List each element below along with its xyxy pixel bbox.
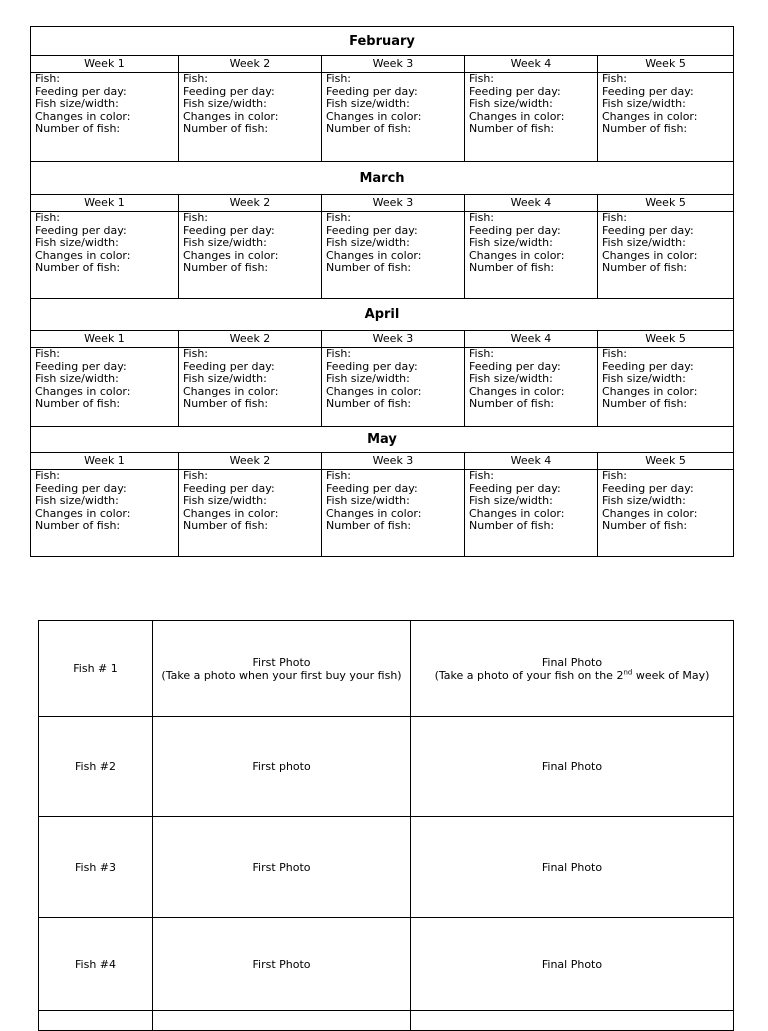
week-entry-cell[interactable] [179, 212, 322, 299]
entry-field-label: Fish: [183, 211, 208, 224]
entry-field-label: Number of fish: [183, 122, 269, 135]
entry-field-label: Feeding per day: [35, 84, 127, 98]
week-label: Week 4 [465, 331, 598, 348]
week-label: Week 2 [179, 195, 322, 212]
week-entry-cell[interactable] [31, 470, 179, 557]
entry-field-label: Feeding per day: [183, 84, 275, 98]
empty-cell [39, 1011, 153, 1031]
entry-field-label: Number of fish: [183, 519, 269, 532]
week-label: Week 4 [465, 195, 598, 212]
entry-field-label: Feeding per day: [35, 223, 127, 237]
fish-photo-table [38, 620, 734, 1031]
entry-field-label: Fish: [326, 347, 351, 360]
ordinal-suffix: nd [623, 667, 633, 676]
entry-field-label: Feeding per day: [602, 359, 694, 373]
final-photo-cell[interactable] [411, 621, 734, 717]
week-entry-cell[interactable] [598, 212, 734, 299]
entry-field-label: Number of fish: [602, 261, 688, 274]
entry-field-label: Fish size/width: [183, 494, 267, 507]
week-entry-row [31, 212, 734, 299]
entry-field-label: Number of fish: [469, 122, 555, 135]
week-header-row [31, 331, 734, 348]
week-entry-cell[interactable] [31, 212, 179, 299]
entry-field-label: Number of fish: [35, 519, 121, 532]
week-label: Week 2 [179, 56, 322, 73]
entry-field-label: Feeding per day: [326, 84, 418, 98]
week-label: Week 4 [465, 56, 598, 73]
week-entry-cell[interactable] [465, 470, 598, 557]
entry-field-label: Feeding per day: [326, 359, 418, 373]
entry-field-label: Changes in color: [602, 506, 698, 520]
entry-field-label: Fish: [183, 72, 208, 85]
week-label: Week 5 [598, 195, 734, 212]
entry-field-label: Number of fish: [469, 519, 555, 532]
first-photo-cell[interactable] [153, 717, 411, 817]
entry-field-label: Feeding per day: [602, 223, 694, 237]
entry-field-label: Changes in color: [326, 384, 422, 398]
entry-field-label: Fish: [326, 469, 351, 482]
entry-field-label: Changes in color: [602, 384, 698, 398]
entry-field-label: Number of fish: [326, 122, 412, 135]
week-label: Week 1 [31, 453, 179, 470]
week-entry-row [31, 470, 734, 557]
entry-field-label: Fish size/width: [35, 372, 119, 385]
entry-field-label: Fish size/width: [326, 236, 410, 249]
entry-field-label: Fish: [183, 347, 208, 360]
week-label: Week 2 [179, 453, 322, 470]
entry-field-label: Number of fish: [602, 122, 688, 135]
entry-field-label: Changes in color: [469, 109, 565, 123]
entry-field-label: Fish size/width: [183, 97, 267, 110]
week-entry-cell[interactable] [322, 212, 465, 299]
empty-cell [411, 1011, 734, 1031]
entry-field-label: Fish: [602, 347, 627, 360]
empty-cell [153, 1011, 411, 1031]
entry-field-label: Feeding per day: [326, 481, 418, 495]
week-label: Week 3 [322, 453, 465, 470]
entry-field-label: Changes in color: [183, 384, 279, 398]
entry-field-label: Number of fish: [326, 397, 412, 410]
final-photo-label: Final Photo [541, 760, 603, 773]
final-photo-label: Final Photo [541, 860, 603, 874]
entry-field-label: Changes in color: [183, 506, 279, 520]
month-header-row [31, 162, 734, 195]
entry-field-label: Fish: [602, 211, 627, 224]
week-entry-cell[interactable] [31, 348, 179, 427]
instruction-text: week of May) [632, 668, 710, 682]
entry-field-label: Feeding per day: [602, 481, 694, 495]
entry-field-label: Feeding per day: [183, 359, 275, 373]
entry-field-label: Fish size/width: [35, 494, 119, 507]
entry-field-label: Fish size/width: [469, 494, 553, 507]
entry-field-label: Changes in color: [602, 109, 698, 123]
entry-field-label: Changes in color: [469, 248, 565, 262]
entry-field-label: Feeding per day: [183, 223, 275, 237]
week-label: Week 3 [322, 56, 465, 73]
entry-field-label: Fish size/width: [602, 372, 686, 385]
entry-field-label: Feeding per day: [602, 84, 694, 98]
entry-field-label: Changes in color: [35, 109, 131, 123]
week-label: Week 4 [465, 453, 598, 470]
week-label: Week 2 [179, 331, 322, 348]
entry-field-label: Feeding per day: [469, 481, 561, 495]
entry-field-label: Fish size/width: [326, 494, 410, 507]
fish-photo-row [39, 918, 734, 1011]
entry-field-label: Fish size/width: [469, 372, 553, 385]
week-label: Week 1 [31, 195, 179, 212]
entry-field-label: Feeding per day: [183, 481, 275, 495]
entry-field-label: Number of fish: [469, 261, 555, 274]
week-label: Week 1 [31, 331, 179, 348]
week-entry-cell[interactable] [179, 470, 322, 557]
final-photo-cell[interactable] [411, 717, 734, 817]
final-photo-instruction [411, 669, 733, 682]
entry-field-label: Fish size/width: [35, 236, 119, 249]
entry-field-label: Changes in color: [469, 384, 565, 398]
entry-field-label: Fish size/width: [602, 236, 686, 249]
entry-field-label: Fish: [35, 72, 60, 85]
week-entry-cell[interactable] [465, 212, 598, 299]
month-header-row [31, 27, 734, 56]
entry-field-label: Fish size/width: [183, 372, 267, 385]
entry-field-label: Changes in color: [602, 248, 698, 262]
first-photo-cell[interactable] [153, 621, 411, 717]
week-entry-cell[interactable] [465, 348, 598, 427]
week-label: Week 1 [31, 56, 179, 73]
entry-field-label: Number of fish: [183, 397, 269, 410]
week-entry-cell[interactable] [598, 73, 734, 162]
entry-field-label: Feeding per day: [469, 223, 561, 237]
month-header-row [31, 299, 734, 331]
entry-field-label: Fish: [602, 469, 627, 482]
entry-field-label: Number of fish: [35, 122, 121, 135]
entry-field-label: Fish size/width: [602, 494, 686, 507]
entry-field-label: Number of fish: [602, 519, 688, 532]
entry-field-label: Fish size/width: [469, 236, 553, 249]
fish-label: Fish #2 [39, 717, 153, 817]
entry-field-label: Fish: [469, 211, 494, 224]
week-entry-cell[interactable] [465, 73, 598, 162]
fish-label: Fish #4 [39, 918, 153, 1011]
entry-field-label: Fish: [326, 211, 351, 224]
entry-field-label: Fish: [35, 469, 60, 482]
first-photo-label: First Photo [252, 655, 311, 669]
week-entry-cell[interactable] [322, 348, 465, 427]
entry-field-label: Feeding per day: [35, 481, 127, 495]
month-title: May [31, 427, 734, 453]
entry-field-label: Changes in color: [35, 506, 131, 520]
entry-field-label: Changes in color: [35, 384, 131, 398]
fish-photo-row [39, 717, 734, 817]
entry-field-label: Fish size/width: [326, 372, 410, 385]
entry-field-label: Number of fish: [326, 261, 412, 274]
first-photo-label: First Photo [252, 957, 311, 971]
week-label: Week 5 [598, 453, 734, 470]
entry-field-label: Fish: [183, 469, 208, 482]
month-title: March [31, 162, 734, 195]
fish-label: Fish #3 [39, 817, 153, 918]
month-header-row [31, 427, 734, 453]
fish-log-table [30, 26, 734, 557]
entry-field-label: Number of fish: [469, 397, 555, 410]
month-title: April [31, 299, 734, 331]
entry-field-label: Fish: [35, 211, 60, 224]
entry-field-label: Fish: [35, 347, 60, 360]
first-photo-instruction: (Take a photo when your first buy your fish) [161, 668, 402, 682]
week-label: Week 5 [598, 331, 734, 348]
entry-field-label: Fish size/width: [183, 236, 267, 249]
entry-field-label: Number of fish: [183, 261, 269, 274]
first-photo-label: First Photo [252, 860, 311, 874]
final-photo-label: Final Photo [541, 655, 603, 669]
first-photo-cell[interactable] [153, 817, 411, 918]
entry-field-label: Fish size/width: [326, 97, 410, 110]
week-header-row [31, 453, 734, 470]
entry-field-label: Fish: [602, 72, 627, 85]
entry-field-label: Number of fish: [602, 397, 688, 410]
week-entry-cell[interactable] [31, 73, 179, 162]
final-photo-label: Final Photo [541, 957, 603, 971]
week-label: Week 3 [322, 331, 465, 348]
fish-photo-body [39, 621, 734, 1031]
entry-field-label: Fish: [469, 469, 494, 482]
first-photo-cell[interactable] [153, 918, 411, 1011]
entry-field-label: Changes in color: [183, 109, 279, 123]
week-entry-cell[interactable] [322, 73, 465, 162]
week-entry-cell[interactable] [322, 470, 465, 557]
entry-field-label: Changes in color: [469, 506, 565, 520]
week-entry-cell[interactable] [179, 73, 322, 162]
fish-label: Fish # 1 [39, 621, 153, 717]
week-entry-cell[interactable] [598, 348, 734, 427]
entry-field-label: Changes in color: [326, 506, 422, 520]
week-entry-cell[interactable] [598, 470, 734, 557]
week-label: Week 3 [322, 195, 465, 212]
entry-field-label: Feeding per day: [469, 359, 561, 373]
week-entry-cell[interactable] [179, 348, 322, 427]
fish-photo-row [39, 621, 734, 717]
week-entry-row [31, 73, 734, 162]
entry-field-label: Fish: [326, 72, 351, 85]
fish-log-body [31, 27, 734, 557]
week-entry-row [31, 348, 734, 427]
final-photo-cell[interactable] [411, 817, 734, 918]
instruction-text: (Take a photo of your fish on the 2 [434, 668, 624, 682]
final-photo-cell[interactable] [411, 918, 734, 1011]
entry-field-label: Fish size/width: [35, 97, 119, 110]
week-label: Week 5 [598, 56, 734, 73]
entry-field-label: Fish: [469, 347, 494, 360]
entry-field-label: Number of fish: [326, 519, 412, 532]
entry-field-label: Number of fish: [35, 261, 121, 274]
entry-field-label: Changes in color: [326, 248, 422, 262]
entry-field-label: Changes in color: [35, 248, 131, 262]
entry-field-label: Fish size/width: [469, 97, 553, 110]
entry-field-label: Feeding per day: [326, 223, 418, 237]
entry-field-label: Feeding per day: [35, 359, 127, 373]
entry-field-label: Fish: [469, 72, 494, 85]
entry-field-label: Changes in color: [183, 248, 279, 262]
fish-photo-row-partial [39, 1011, 734, 1031]
week-header-row [31, 195, 734, 212]
first-photo-label: First photo [252, 760, 311, 773]
entry-field-label: Fish size/width: [602, 97, 686, 110]
entry-field-label: Number of fish: [35, 397, 121, 410]
week-header-row [31, 56, 734, 73]
entry-field-label: Changes in color: [326, 109, 422, 123]
fish-photo-row [39, 817, 734, 918]
month-title: February [31, 27, 734, 56]
entry-field-label: Feeding per day: [469, 84, 561, 98]
